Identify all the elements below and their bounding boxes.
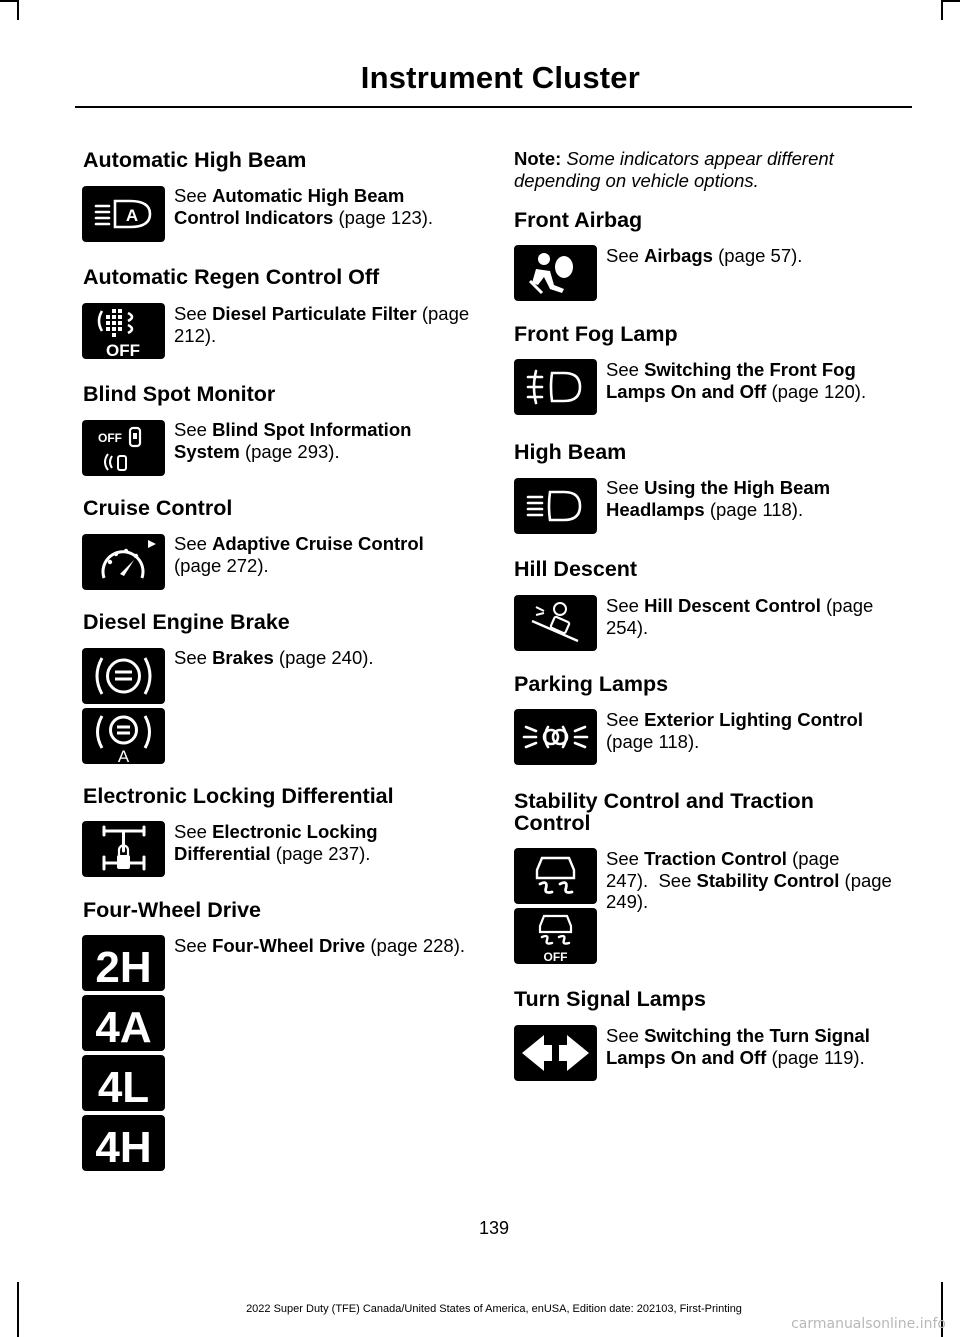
description-four-wheel-drive: See Four-Wheel Drive (page 228). [174,935,465,956]
reference-link[interactable]: Exterior Lighting Control [644,709,863,730]
description-automatic-high-beam: See Automatic High Beam Control Indicators (page 123). [174,185,434,228]
fog-lamp-icon [514,359,597,415]
regen-off-icon [82,303,165,359]
section-title-regen-control-off: Automatic Regen Control Off [83,265,380,289]
reference-link[interactable]: Switching the Turn Signal Lamps On and Off [606,1025,870,1068]
hill-descent-icon [514,595,597,651]
auto-high-beam-icon [82,186,165,242]
reference-link[interactable]: Switching the Front Fog Lamps On and Off [606,359,856,402]
section-title-locking-differential: Electronic Locking Differential [83,784,394,808]
parking-lamps-icon [514,709,597,765]
svg-text:4L: 4L [97,1063,150,1111]
svg-text:4H: 4H [95,1123,152,1171]
watermark: carmanualsonline.info [791,1316,946,1332]
description-turn-signal: See Switching the Turn Signal Lamps On and Off (page 119). [606,1025,870,1068]
crop-mark [941,0,943,20]
description-high-beam: See Using the High Beam Headlamps (page 118). [606,477,831,520]
reference-link[interactable]: Stability Control [696,869,840,891]
traction-control-icon [514,848,597,904]
section-title-stability-traction: Stability Control and Traction Control [514,789,814,835]
crop-mark [17,0,19,20]
svg-text:OFF: OFF [543,950,568,964]
cruise-control-icon [82,534,165,590]
four-wheel-drive-4h-icon [82,1115,165,1171]
reference-link[interactable]: Electronic Locking Differential [174,821,378,864]
high-beam-icon [514,478,597,534]
svg-text:OFF: OFF [98,431,122,445]
section-title-automatic-high-beam: Automatic High Beam [83,148,307,172]
engine-brake-icon [82,648,165,704]
section-title-turn-signal: Turn Signal Lamps [514,987,706,1011]
svg-text:A: A [125,206,139,225]
reference-link[interactable]: Diesel Particulate Filter [212,303,417,324]
description-parking-lamps: See Exterior Lighting Control (page 118). [606,709,863,752]
section-title-parking-lamps: Parking Lamps [514,672,669,696]
section-title-blind-spot-monitor: Blind Spot Monitor [83,382,276,406]
reference-link[interactable]: Traction Control [644,848,787,869]
header-rule [75,106,912,108]
traction-control-off-icon [514,908,597,964]
reference-link[interactable]: Four-Wheel Drive [212,935,366,956]
description-locking-differential: See Electronic Locking Differential (page 237). [174,821,378,864]
description-front-fog-lamp: See Switching the Front Fog Lamps On and Off (page 120). [606,359,867,402]
svg-text:4A: 4A [95,1003,152,1051]
crop-mark [941,0,960,2]
svg-text:OFF: OFF [106,341,140,359]
reference-link[interactable]: Brakes [212,647,274,668]
reference-link[interactable]: Airbags [644,245,713,266]
description-blind-spot-monitor: See Blind Spot Information System (page 293). [174,419,412,462]
section-title-diesel-engine-brake: Diesel Engine Brake [83,610,290,634]
reference-link[interactable]: Blind Spot Information System [174,419,412,462]
svg-text:2H: 2H [95,943,152,991]
footer-text: 2022 Super Duty (TFE) Canada/United States of America, enUSA, Edition date: 202103, First-Printing [246,1303,742,1315]
four-wheel-drive-4l-icon [82,1055,165,1111]
airbag-icon [514,245,597,301]
reference-link[interactable]: Using the High Beam Headlamps [606,477,831,520]
description-cruise-control: See Adaptive Cruise Control (page 272). [174,533,424,576]
locking-differential-icon [82,821,165,877]
section-title-hill-descent: Hill Descent [514,557,638,581]
description-stability-traction: See Traction Control (page 247). See Stability Control (page 249). [606,848,892,912]
four-wheel-drive-4a-icon [82,995,165,1051]
reference-link[interactable]: Automatic High Beam Control Indicators [174,185,405,228]
description-diesel-engine-brake: See Brakes (page 240). [174,647,374,668]
description-hill-descent: See Hill Descent Control (page 254). [606,595,874,638]
section-title-front-fog-lamp: Front Fog Lamp [514,322,678,346]
section-title-cruise-control: Cruise Control [83,496,233,520]
svg-text:A: A [117,747,130,764]
description-front-airbag: See Airbags (page 57). [606,245,803,266]
four-wheel-drive-2h-icon [82,935,165,991]
engine-brake-auto-icon [82,708,165,764]
page-number: 139 [478,1218,510,1238]
section-title-four-wheel-drive: Four-Wheel Drive [83,898,261,922]
section-title-high-beam: High Beam [514,440,627,464]
note: Note: Some indicators appear different depending on vehicle options. [514,148,834,191]
description-regen-control-off: See Diesel Particulate Filter (page 212). [174,303,470,346]
reference-link[interactable]: Adaptive Cruise Control [212,533,424,554]
turn-signal-icon [514,1025,597,1081]
reference-link[interactable]: Hill Descent Control [644,595,821,616]
blind-spot-off-icon [82,420,165,476]
section-title-front-airbag: Front Airbag [514,208,643,232]
